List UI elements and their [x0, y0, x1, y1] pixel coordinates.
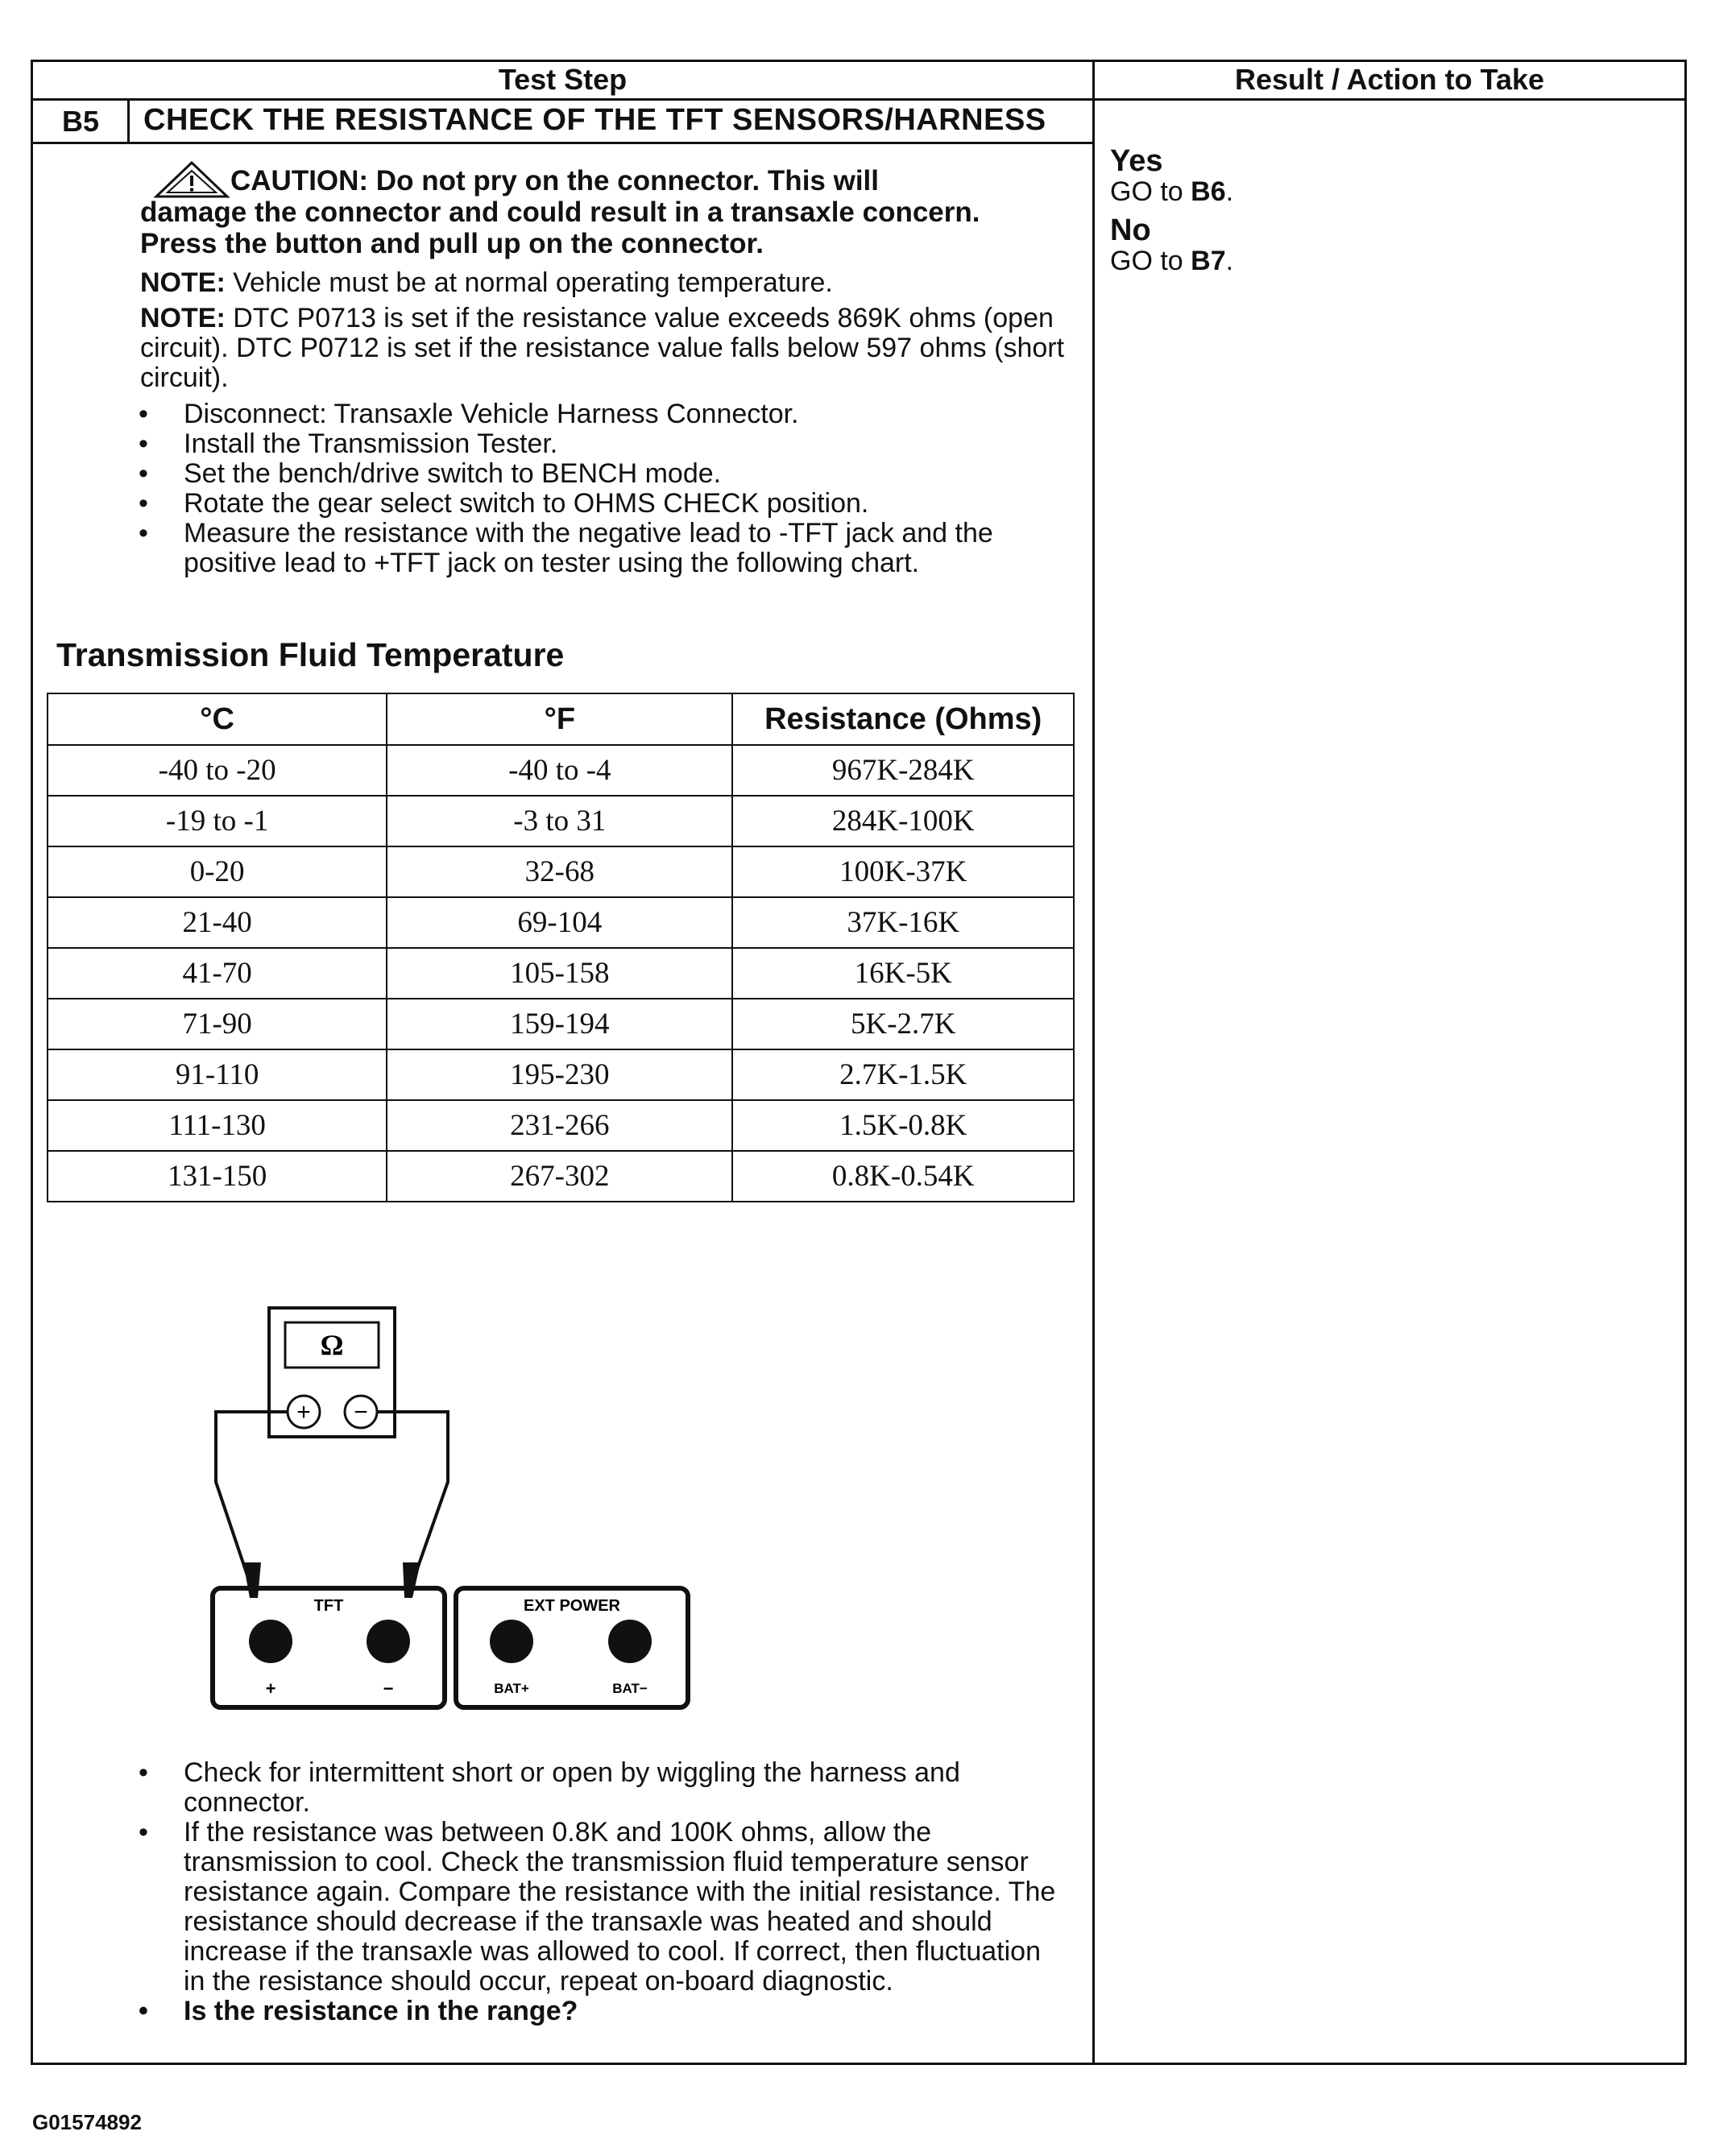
table-title: Transmission Fluid Temperature — [56, 636, 565, 673]
column-header-resistance: Resistance (Ohms) — [732, 693, 1074, 745]
caution-line-1: CAUTION: Do not pry on the connector. This will — [230, 165, 879, 197]
list-item: • Set the bench/drive switch to BENCH mode. — [139, 459, 1089, 489]
step-title: CHECK THE RESISTANCE OF THE TFT SENSORS/HARNESS — [143, 103, 1046, 137]
bat-negative-jack — [608, 1620, 652, 1663]
cell-resistance: 1.5K-0.8K — [732, 1100, 1074, 1151]
meter-positive-symbol: + — [296, 1399, 311, 1426]
table-row — [48, 1100, 1074, 1151]
cell-fahrenheit: -3 to 31 — [387, 796, 732, 846]
cell-resistance: 5K-2.7K — [732, 999, 1074, 1049]
frame-right — [1684, 60, 1687, 2065]
table-row — [48, 897, 1074, 948]
yes-label: Yes — [1110, 144, 1163, 178]
cell-fahrenheit: 159-194 — [387, 999, 732, 1049]
table-row — [48, 796, 1074, 846]
table-row — [48, 745, 1074, 796]
cell-resistance: 37K-16K — [732, 897, 1074, 948]
note-dtc-thresholds — [140, 304, 1091, 393]
cell-fahrenheit: 231-266 — [387, 1100, 732, 1151]
yes-action: GO to B6. — [1110, 176, 1234, 207]
notes — [140, 268, 1091, 399]
header-divider — [31, 98, 1687, 101]
tft-label: TFT — [313, 1597, 344, 1615]
cell-celsius: 0-20 — [48, 846, 387, 897]
table-row — [48, 1151, 1074, 1202]
note-text: Vehicle must be at normal operating temperature. — [225, 267, 833, 298]
negative-probe-tip — [403, 1562, 420, 1598]
list-item: • Install the Transmission Tester. — [139, 429, 1089, 459]
tft-positive-symbol: + — [265, 1678, 276, 1699]
cell-fahrenheit: 195-230 — [387, 1049, 732, 1100]
column-header-celsius: °C — [48, 693, 387, 745]
cell-celsius: 21-40 — [48, 897, 387, 948]
note-operating-temperature — [140, 268, 1091, 298]
frame-left — [31, 60, 33, 2065]
figure-id: G01574892 — [32, 2110, 142, 2134]
list-item: • If the resistance was between 0.8K and 100K ohms, allow the transmission to cool. Check the transmission fluid temperature sensor resistance again. Compare the resistance with the initial resistance. The resistance should decrease if the transaxle was heated and should increase if the transaxle was allowed to cool. If correct, then fluctuation in the resistance should occur, repeat on-board diagnostic. — [139, 1818, 1065, 1997]
table-header-row — [48, 693, 1074, 745]
table-row — [48, 948, 1074, 999]
caution-line-3: Press the button and pull up on the connector. — [140, 228, 764, 259]
list-item: • Rotate the gear select switch to OHMS CHECK position. — [139, 489, 1089, 519]
positive-probe-tip — [243, 1562, 261, 1598]
tft-negative-symbol: − — [383, 1678, 394, 1699]
cell-celsius: 41-70 — [48, 948, 387, 999]
cell-resistance: 100K-37K — [732, 846, 1074, 897]
table-row — [48, 1049, 1074, 1100]
no-action: GO to B7. — [1110, 246, 1234, 276]
list-item: • Disconnect: Transaxle Vehicle Harness Connector. — [139, 399, 1089, 429]
table-row — [48, 999, 1074, 1049]
verification-list — [139, 1758, 1065, 2026]
cell-fahrenheit: 105-158 — [387, 948, 732, 999]
meter-negative-symbol: − — [354, 1399, 368, 1426]
bat-negative-label: BAT− — [612, 1681, 648, 1696]
result-actions — [1110, 145, 1674, 283]
list-item: • Check for intermittent short or open by wiggling the harness and connector. — [139, 1758, 1065, 1818]
ohm-symbol: Ω — [320, 1329, 344, 1361]
test-step-header: Test Step — [498, 63, 628, 96]
no-label: No — [1110, 213, 1151, 247]
note-label: NOTE: — [140, 267, 226, 298]
cell-fahrenheit: 32-68 — [387, 846, 732, 897]
result-action-header: Result / Action to Take — [1234, 63, 1545, 96]
step-row-divider — [31, 142, 1094, 144]
ohmmeter-tester-diagram — [201, 1297, 701, 1715]
cell-resistance: 967K-284K — [732, 745, 1074, 796]
bat-positive-label: BAT+ — [494, 1681, 529, 1696]
cell-resistance: 16K-5K — [732, 948, 1074, 999]
cell-resistance: 2.7K-1.5K — [732, 1049, 1074, 1100]
column-divider — [1092, 60, 1095, 2065]
procedure-list — [139, 399, 1089, 578]
cell-fahrenheit: 267-302 — [387, 1151, 732, 1202]
cell-fahrenheit: 69-104 — [387, 897, 732, 948]
yes-action-prefix: GO to — [1110, 176, 1191, 207]
cell-celsius: 91-110 — [48, 1049, 387, 1100]
cell-resistance: 0.8K-0.54K — [732, 1151, 1074, 1202]
note-label: NOTE: — [140, 303, 226, 333]
note-text: DTC P0713 is set if the resistance value exceeds 869K ohms (open circuit). DTC P0712 is set if the resistance value falls below 597 ohms (short circuit). — [140, 303, 1065, 393]
cell-celsius: -19 to -1 — [48, 796, 387, 846]
step-id: B5 — [61, 105, 100, 138]
cell-fahrenheit: -40 to -4 — [387, 745, 732, 796]
ext-power-label: EXT POWER — [523, 1597, 621, 1615]
cell-resistance: 284K-100K — [732, 796, 1074, 846]
cell-celsius: 71-90 — [48, 999, 387, 1049]
frame-top — [31, 60, 1687, 62]
yes-action-target: B6 — [1191, 176, 1226, 207]
question-item: • Is the resistance in the range? — [139, 1997, 1065, 2026]
caution-text — [140, 165, 1075, 259]
no-action-target: B7 — [1191, 246, 1226, 276]
table-row — [48, 846, 1074, 897]
caution-line-2: damage the connector and could result in a transaxle concern. — [140, 197, 980, 228]
frame-bottom — [31, 2063, 1687, 2065]
tft-negative-jack — [367, 1620, 410, 1663]
bat-positive-jack — [490, 1620, 533, 1663]
column-header-fahrenheit: °F — [387, 693, 732, 745]
tft-resistance-table — [47, 693, 1075, 1202]
no-action-prefix: GO to — [1110, 246, 1191, 276]
cell-celsius: -40 to -20 — [48, 745, 387, 796]
cell-celsius: 131-150 — [48, 1151, 387, 1202]
tft-positive-jack — [249, 1620, 292, 1663]
list-item: • Measure the resistance with the negative lead to -TFT jack and the positive lead to +TFT jack on tester using the following chart. — [139, 519, 1089, 578]
cell-celsius: 111-130 — [48, 1100, 387, 1151]
